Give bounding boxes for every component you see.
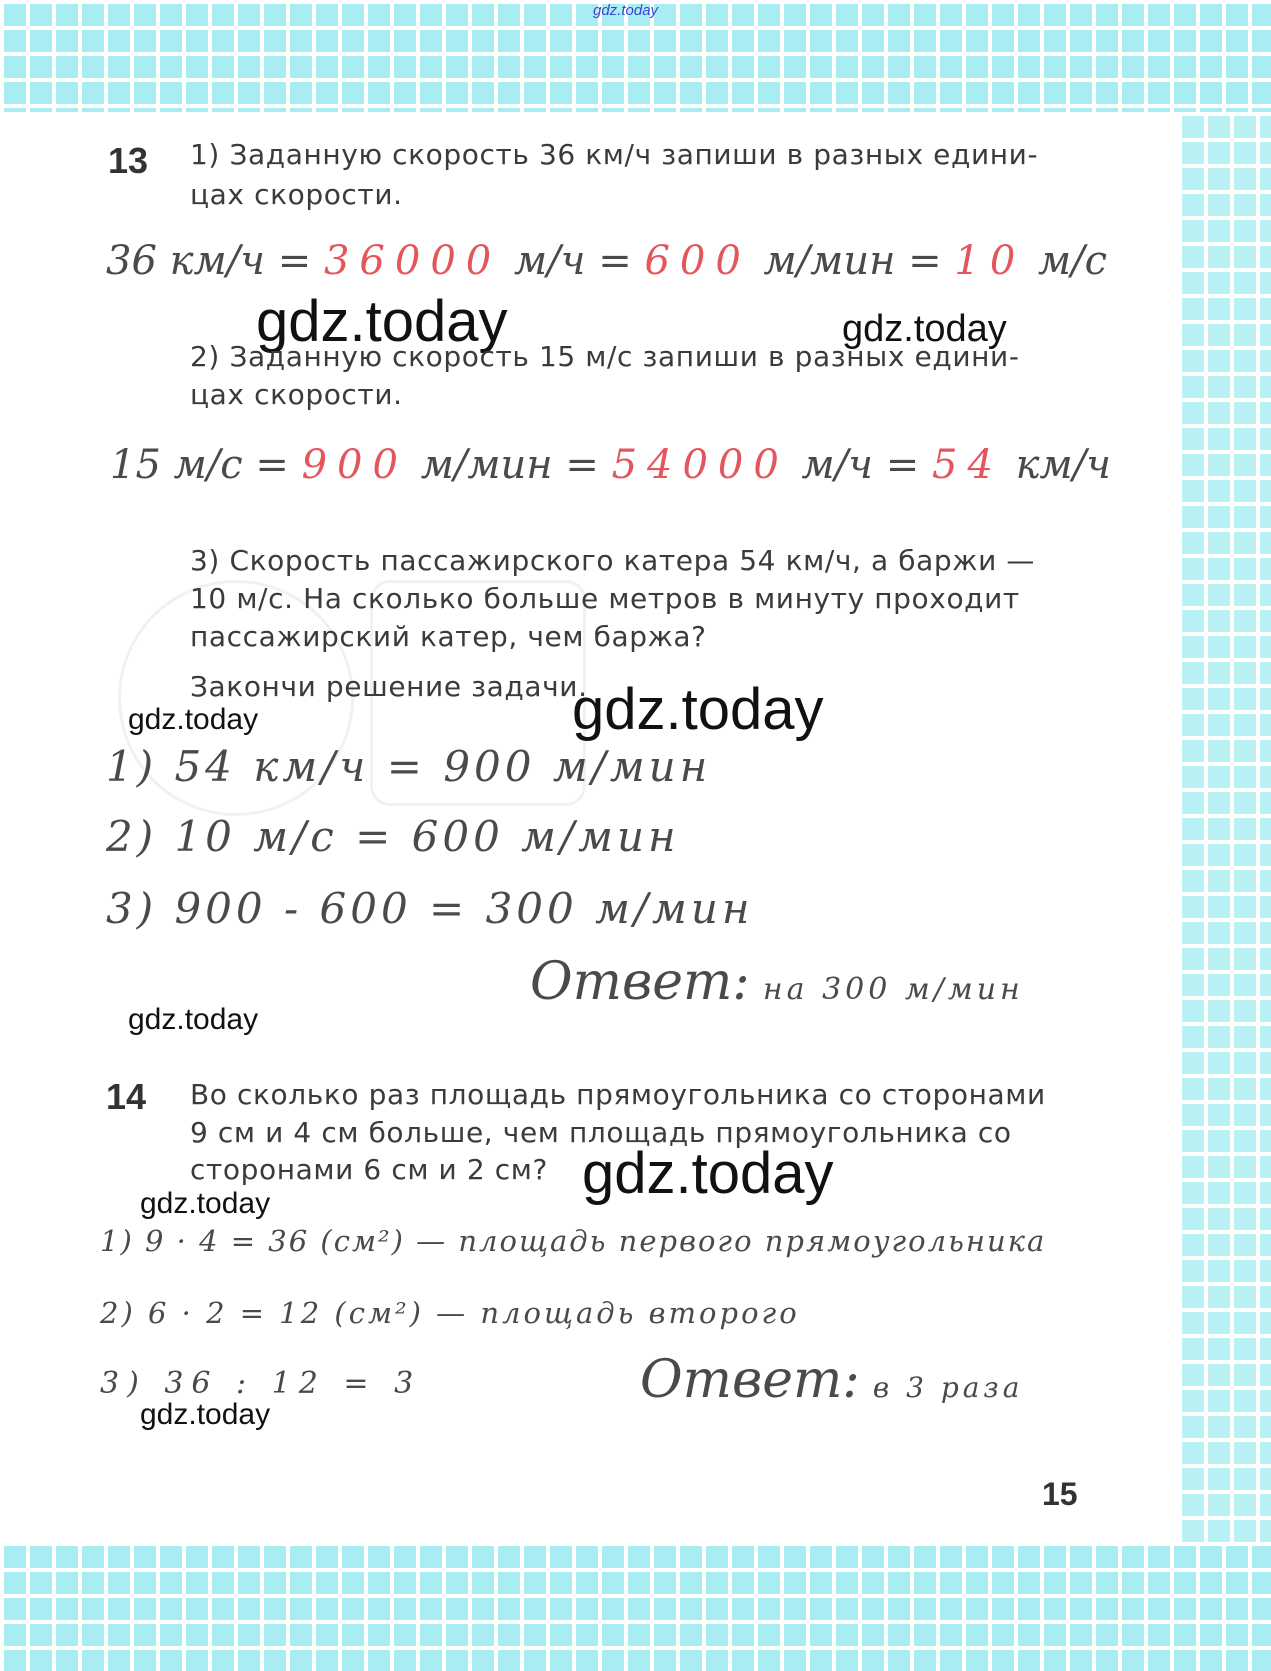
task13-instruction: Закончи решение задачи. — [190, 670, 588, 703]
answer-value-red: 10 — [954, 238, 1026, 284]
task14-step-1: 1) 9 · 4 = 36 (см²) — площадь первого прямоугольника — [100, 1224, 1047, 1258]
task13-p3-line1: 3) Скорость пассажирского катера 54 км/ч, а баржи — — [190, 544, 1035, 577]
answer-value: в 3 раза — [872, 1371, 1024, 1404]
answer-given: 36 км/ч = — [106, 238, 312, 284]
task13-answer — [530, 952, 1024, 1012]
answer-value-red: 900 — [301, 442, 408, 488]
grid-band-bottom — [0, 1542, 1271, 1671]
task-number-14: 14 — [106, 1076, 147, 1117]
watermark: gdz.today — [128, 703, 259, 736]
watermark: gdz.today — [582, 1141, 834, 1206]
task13-p3-line2: 10 м/с. На сколько больше метров в минуту проходит — [190, 582, 1020, 615]
task13-step-1: 1) 54 км/ч = 900 м/мин — [106, 742, 712, 791]
task13-p2-line2: цах скорости. — [190, 378, 403, 411]
task13-p1-line1: 1) Заданную скорость 36 км/ч запиши в разных едини- — [190, 138, 1039, 171]
answer-label: Ответ: — [530, 952, 750, 1012]
watermark: gdz.today — [140, 1187, 271, 1220]
site-mark: gdz.today — [593, 2, 659, 19]
answer-unit: м/ч = — [801, 442, 920, 488]
watermark: gdz.today — [256, 289, 508, 354]
answer-unit: м/ч = — [513, 238, 632, 284]
task13-p2-answer — [110, 442, 1111, 488]
task13-p1-answer — [106, 238, 1107, 284]
answer-unit: м/мин = — [420, 442, 599, 488]
task13-p2-line1: 2) Заданную скорость 15 м/с запиши в разных едини- — [190, 340, 1020, 373]
watermark: gdz.today — [842, 308, 1007, 350]
watermark: gdz.today — [140, 1398, 271, 1431]
page-number: 15 — [1042, 1476, 1078, 1512]
task14-answer — [640, 1350, 1023, 1410]
task-number-13: 13 — [108, 140, 149, 181]
answer-value-red: 600 — [644, 238, 751, 284]
answer-value-red: 36000 — [323, 238, 502, 284]
watermark: gdz.today — [128, 1003, 259, 1036]
answer-value: на 300 м/мин — [762, 972, 1024, 1007]
task13-p1-line2: цах скорости. — [190, 178, 403, 211]
watermark: gdz.today — [572, 677, 824, 742]
task13-step-2: 2) 10 м/с = 600 м/мин — [106, 812, 680, 861]
answer-value-red: 54 — [932, 442, 1003, 488]
task14-step-2: 2) 6 · 2 = 12 (см²) — площадь второго — [100, 1296, 800, 1330]
task14-line2: 9 см и 4 см больше, чем площадь прямоугольника со — [190, 1116, 1012, 1149]
task14-step-3: 3) 36 : 12 = 3 — [100, 1366, 422, 1401]
task14-line1: Во сколько раз площадь прямоугольника со сторонами — [190, 1078, 1046, 1111]
answer-given: 15 м/с = — [110, 442, 289, 488]
grid-band-right — [1178, 112, 1271, 1542]
answer-unit: м/с — [1038, 238, 1108, 284]
task14-line3: сторонами 6 см и 2 см? — [190, 1153, 548, 1186]
answer-unit: м/мин = — [763, 238, 942, 284]
task13-step-3: 3) 900 - 600 = 300 м/мин — [106, 884, 754, 933]
answer-label: Ответ: — [640, 1350, 860, 1410]
task13-p3-line3: пассажирский катер, чем баржа? — [190, 620, 707, 653]
answer-unit: км/ч — [1015, 442, 1112, 488]
answer-value-red: 54000 — [611, 442, 789, 488]
